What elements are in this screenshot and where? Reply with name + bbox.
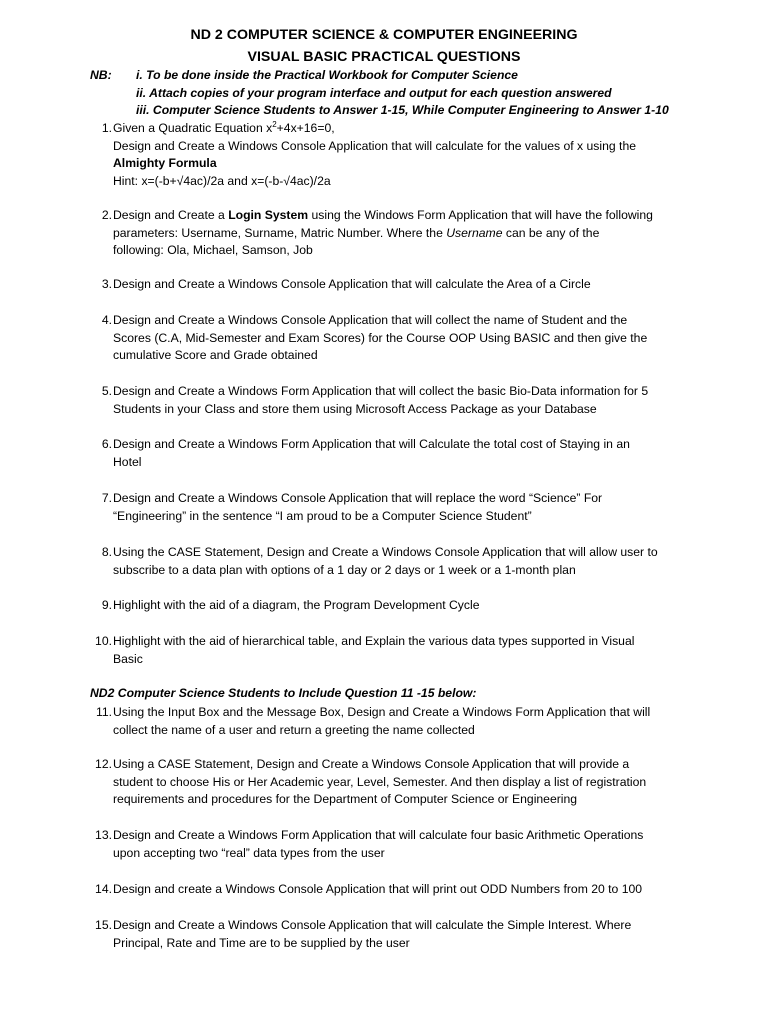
question-line: requirements and procedures for the Department of Computer Science or Engineering (113, 792, 578, 807)
question-number: 7. (101, 491, 112, 505)
question-number: 6. (101, 437, 112, 451)
nb-item: ii. Attach copies of your program interface and output for each question answered (136, 85, 612, 100)
question-number: 3. (101, 277, 112, 291)
question-text (113, 756, 678, 809)
nb-item: iii. Computer Science Students to Answer 1-15, While Computer Engineering to Answer 1-10 (136, 103, 669, 118)
document-title: ND 2 COMPUTER SCIENCE & COMPUTER ENGINEERING (190, 27, 578, 43)
login-system-term: Login System (228, 208, 309, 222)
question-line: Using the Input Box and the Message Box, Design and Create a Windows Form Application that will (113, 705, 651, 719)
question-number: 1. (101, 121, 112, 135)
document-subtitle: VISUAL BASIC PRACTICAL QUESTIONS (247, 49, 521, 65)
question-line: Design and Create a Windows Console Application that will calculate the Area of a Circle (113, 277, 591, 291)
question-number: 13. (95, 828, 112, 842)
question-line: Design and create a Windows Console Application that will print out ODD Numbers from 20 to 100 (113, 882, 643, 896)
question-line: Principal, Rate and Time are to be supplied by the user (113, 935, 410, 950)
question-text (113, 383, 678, 418)
question-number: 12. (95, 757, 112, 771)
question-line: Design and Create a (113, 208, 229, 222)
question-number: 2. (101, 208, 112, 222)
question-line: Hotel (113, 454, 142, 469)
section-note: ND2 Computer Science Students to Include Question 11 -15 below: (90, 686, 477, 700)
question-line: Given a Quadratic Equation x (113, 121, 273, 135)
question-text (113, 917, 678, 952)
question-text (113, 597, 678, 615)
question-number: 11. (95, 705, 112, 719)
question-line: Highlight with the aid of hierarchical table, and Explain the various data types supported in Visual (113, 634, 635, 648)
superscript-2: 2 (272, 120, 277, 129)
username-term: Username (446, 225, 503, 240)
question-line: subscribe to a data plan with options of a 1 day or 2 days or 1 week or a 1-month plan (113, 562, 576, 577)
question-line: Using a CASE Statement, Design and Create a Windows Console Application that will provide a (113, 757, 630, 771)
question-text (113, 120, 678, 190)
question-line: parameters: Username, Surname, Matric Number. Where the (113, 225, 447, 240)
question-line: Design and Create a Windows Form Application that will collect the basic Bio-Data information for 5 (113, 384, 649, 398)
question-number: 9. (101, 598, 112, 612)
nb-item: i. To be done inside the Practical Workbook for Computer Science (136, 68, 518, 82)
question-line: can be any of the (502, 225, 600, 240)
question-line: +4x+16=0, (276, 121, 335, 135)
question-text (113, 312, 678, 365)
question-number: 10. (95, 634, 112, 648)
question-text (113, 827, 678, 862)
question-line: cumulative Score and Grade obtained (113, 348, 318, 363)
question-line: Design and Create a Windows Console Application that will replace the word “Science” For (113, 491, 603, 505)
nb-list (136, 67, 736, 120)
question-line: following: Ola, Michael, Samson, Job (113, 243, 313, 258)
question-line: Highlight with the aid of a diagram, the Program Development Cycle (113, 598, 480, 612)
question-line: using the Windows Form Application that will have the following (308, 208, 653, 222)
question-line: student to choose His or Her Academic year, Level, Semester. And then display a list of registration (113, 774, 647, 789)
question-line: Hint: x=(-b+√4ac)/2a and x=(-b-√4ac)/2a (113, 173, 331, 188)
question-line: Basic (113, 651, 143, 666)
question-text (113, 881, 678, 899)
question-line: Students in your Class and store them using Microsoft Access Package as your Database (113, 401, 597, 416)
question-line: Using the CASE Statement, Design and Create a Windows Console Application that will allow user to (113, 545, 658, 559)
question-line: collect the name of a user and return a greeting the name collected (113, 722, 475, 737)
question-text (113, 490, 678, 525)
question-line: Design and Create a Windows Console Application that will collect the name of Student and the (113, 313, 628, 327)
question-number: 14. (95, 882, 112, 896)
question-text (113, 544, 678, 579)
question-line: Design and Create a Windows Form Application that will Calculate the total cost of Staying in an (113, 437, 630, 451)
question-line: “Engineering” in the sentence “I am proud to be a Computer Science Student” (113, 508, 532, 523)
question-line: upon accepting two “real” data types from the user (113, 845, 385, 860)
question-number: 4. (101, 313, 112, 327)
question-text (113, 207, 678, 260)
nb-label: NB: (90, 68, 112, 82)
question-line: Design and Create a Windows Console Application that will calculate the Simple Interest. Where (113, 918, 632, 932)
question-number: 5. (101, 384, 112, 398)
question-text (113, 436, 678, 471)
question-line-bold: Almighty Formula (113, 156, 217, 171)
question-number: 15. (95, 918, 112, 932)
question-text (113, 704, 678, 739)
question-line: Design and Create a Windows Form Application that will calculate four basic Arithmetic Operations (113, 828, 644, 842)
question-number: 8. (101, 545, 112, 559)
question-text (113, 633, 678, 668)
question-text (113, 276, 678, 294)
question-line: Design and Create a Windows Console Application that will calculate for the values of x using the (113, 138, 636, 153)
question-line: Scores (C.A, Mid-Semester and Exam Scores) for the Course OOP Using BASIC and then give the (113, 330, 648, 345)
